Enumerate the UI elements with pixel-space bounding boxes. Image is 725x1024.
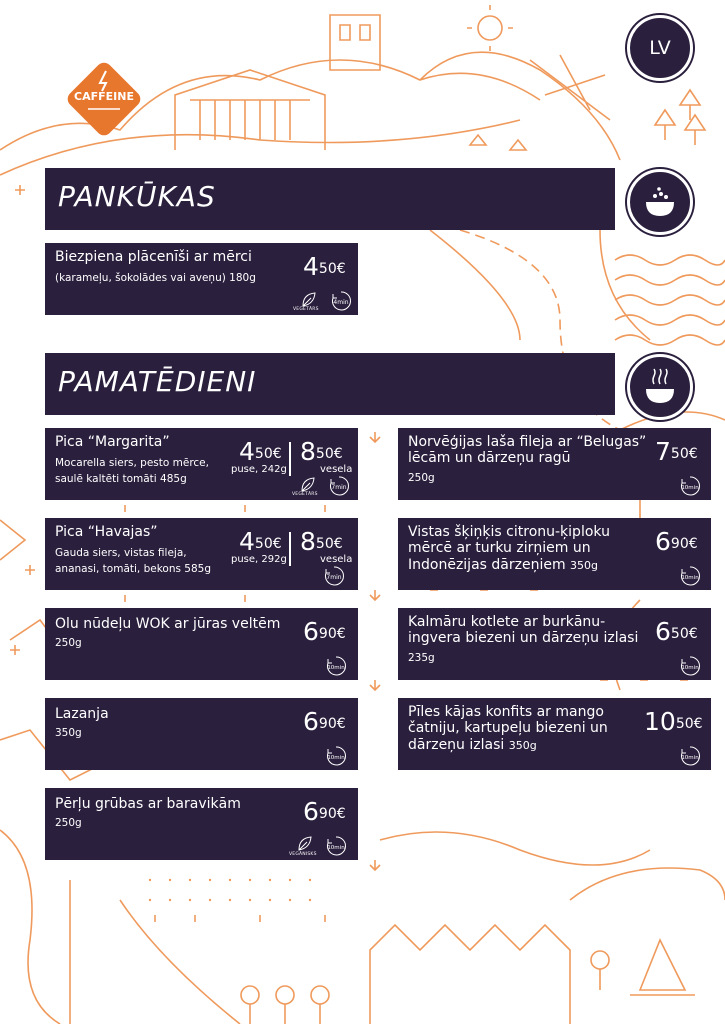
- item-description: saulē kaltēti tomāti 485g: [55, 473, 187, 485]
- language-label: LV: [649, 37, 671, 59]
- menu-item-pancakes[interactable]: [45, 243, 358, 315]
- menu-item-hawaiian[interactable]: [45, 518, 358, 590]
- steaming-bowl-icon: [627, 354, 693, 420]
- item-description: 250g: [55, 817, 82, 829]
- item-name: ingvera biezeni un dārzeņu izlasi: [408, 630, 639, 646]
- svg-text:10min: 10min: [681, 485, 699, 491]
- menu-item-barley[interactable]: [45, 788, 358, 860]
- half-label: puse, 292g: [231, 554, 287, 565]
- item-name: mērcē ar turku zirņiem un: [408, 540, 591, 556]
- item-description: ananasi, tomāti, bekons 585g: [55, 563, 212, 575]
- menu-item-salmon[interactable]: [398, 428, 711, 500]
- item-name: Vistas šķiņķis citronu-ķiploku: [408, 524, 610, 540]
- item-price: $4^{50€}$: [303, 252, 346, 281]
- svg-text:10min: 10min: [327, 665, 345, 671]
- item-name: lēcām un dārzeņu ragū: [408, 450, 571, 466]
- half-price: $4^{50€}$: [239, 437, 282, 466]
- item-description: (karameļu, šokolādes vai aveņu) 180g: [55, 272, 256, 284]
- timer-icon: [679, 565, 701, 587]
- menu-item-chicken[interactable]: [398, 518, 711, 590]
- leaf-icon: [299, 290, 319, 308]
- item-price: $7^{50€}$: [655, 437, 698, 466]
- item-price: $6^{90€}$: [303, 707, 346, 736]
- section-pancakes-header: [45, 168, 615, 230]
- item-description: Gauda siers, vistas fileja,: [55, 547, 187, 559]
- whole-label: vesela: [320, 464, 353, 475]
- item-name: Pica “Margarita”: [55, 434, 170, 450]
- menu-item-wok[interactable]: [45, 608, 358, 680]
- item-price: $6^{90€}$: [303, 797, 346, 826]
- brand-name: CAFFEINE: [74, 90, 134, 103]
- item-name: Pīles kājas konfits ar mango: [408, 704, 604, 720]
- diet-tag: VEGETĀRS: [292, 492, 318, 497]
- item-price: $10^{50€}$: [644, 707, 703, 736]
- whole-price: $8^{50€}$: [300, 437, 343, 466]
- section-mains-header: [45, 353, 615, 415]
- svg-text:4min: 4min: [333, 299, 349, 306]
- timer-icon: [325, 655, 347, 677]
- section-title: PAMATĒDIENI: [58, 365, 257, 398]
- item-name: dārzeņu izlasi 350g: [408, 737, 537, 753]
- timer-icon: [328, 475, 350, 497]
- timer-icon: [679, 745, 701, 767]
- language-button[interactable]: [627, 15, 693, 81]
- timer-icon: [323, 565, 345, 587]
- item-description: 350g: [55, 727, 82, 739]
- timer-icon: [325, 745, 347, 767]
- whole-label: vesela: [320, 554, 353, 565]
- half-label: puse, 242g: [231, 464, 287, 475]
- timer-icon: [679, 475, 701, 497]
- item-description: 250g: [408, 472, 435, 484]
- item-name: Indonēzijas dārzeņiem 350g: [408, 557, 599, 573]
- item-name: Lazanja: [55, 706, 109, 722]
- diet-tag: VEGĀNISKS: [289, 852, 317, 857]
- item-name: Pērļu grūbas ar baravikām: [55, 796, 241, 812]
- item-name: Biezpiena plācenīši ar mērci: [55, 249, 252, 265]
- item-price: $6^{90€}$: [303, 617, 346, 646]
- menu-item-margarita[interactable]: [45, 428, 358, 500]
- svg-text:10min: 10min: [681, 755, 699, 761]
- item-name: čatniju, kartupeļu biezeni un: [408, 720, 608, 736]
- menu-item-duck[interactable]: [398, 698, 711, 770]
- svg-text:10min: 10min: [327, 755, 345, 761]
- diet-tag: VEGETĀRS: [293, 307, 319, 312]
- timer-icon: [325, 835, 347, 857]
- bowl-icon: [627, 169, 693, 235]
- item-description: 250g: [55, 637, 82, 649]
- leaf-icon: [295, 834, 315, 852]
- timer-icon: [330, 290, 352, 312]
- menu-item-squid[interactable]: [398, 608, 711, 680]
- item-name: Pica “Havajas”: [55, 524, 158, 540]
- price-divider: [289, 532, 291, 566]
- svg-text:7min: 7min: [326, 574, 342, 581]
- item-name: Norvēģijas laša fileja ar “Belugas”: [408, 434, 647, 450]
- item-name: Kalmāru kotlete ar burkānu-: [408, 614, 606, 630]
- half-price: $4^{50€}$: [239, 527, 282, 556]
- whole-price: $8^{50€}$: [300, 527, 343, 556]
- item-description: Mocarella siers, pesto mērce,: [55, 457, 209, 469]
- item-price: $6^{50€}$: [655, 617, 698, 646]
- item-description: 235g: [408, 652, 435, 664]
- timer-icon: [679, 655, 701, 677]
- svg-text:10min: 10min: [681, 575, 699, 581]
- svg-text:10min: 10min: [327, 845, 345, 851]
- item-name: Olu nūdeļu WOK ar jūras veltēm: [55, 616, 281, 632]
- svg-text:7min: 7min: [331, 484, 347, 491]
- section-title: PANKŪKAS: [58, 180, 216, 213]
- price-divider: [289, 442, 291, 476]
- leaf-icon: [298, 475, 318, 493]
- item-price: $6^{90€}$: [655, 527, 698, 556]
- svg-text:10min: 10min: [681, 665, 699, 671]
- menu-item-lasagna[interactable]: [45, 698, 358, 770]
